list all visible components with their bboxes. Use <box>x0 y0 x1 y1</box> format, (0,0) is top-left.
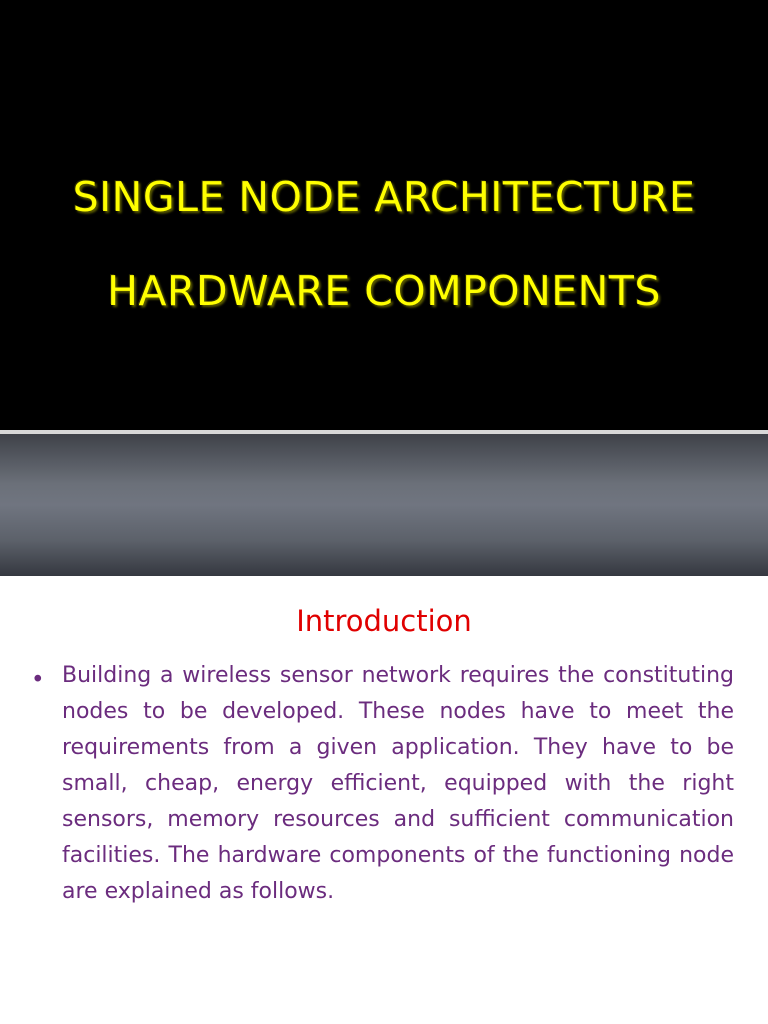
bullet-marker: • <box>31 667 45 693</box>
title-slide-gradient-band <box>0 434 768 576</box>
slide-title-line-1: SINGLE NODE ARCHITECTURE <box>72 173 696 221</box>
bullet-paragraph: Building a wireless sensor network requires the constituting nodes to be developed. These nodes have to meet the requirements from a given application. They have to be small, cheap, energy efficient, equipped with the right sensors, memory resources and sufficient communication facilities. The hardware components of the functioning node are explained as follows. <box>62 663 734 904</box>
introduction-slide <box>0 576 768 1024</box>
slide-title-line-2: HARDWARE COMPONENTS <box>107 267 661 315</box>
slide-heading: Introduction <box>296 604 472 638</box>
